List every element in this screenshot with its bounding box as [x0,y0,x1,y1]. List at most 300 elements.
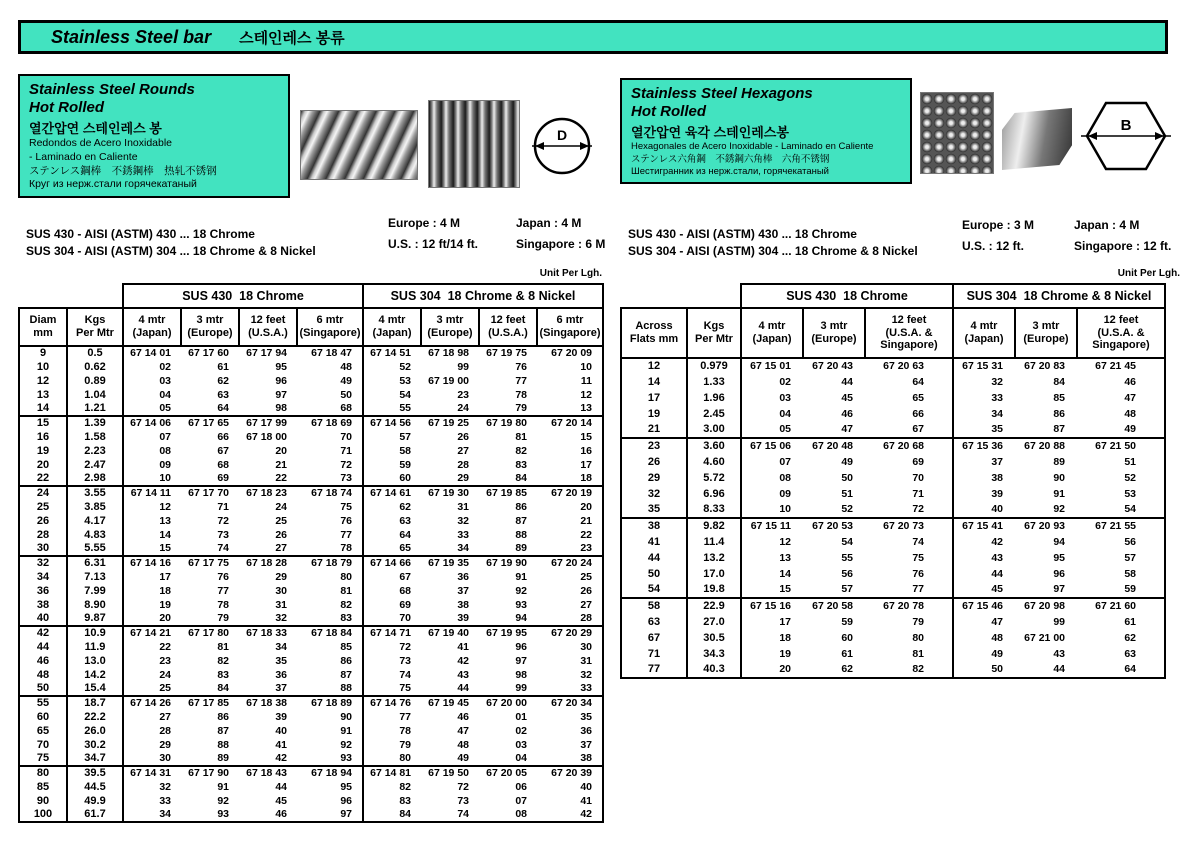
table-row [19,360,603,374]
impa-code-cell: 77 [363,710,421,724]
impa-code-cell: 82 [363,780,421,794]
weight-cell: 1.04 [67,388,123,402]
impa-code-cell: 41 [275,738,287,751]
size-cell: 65 [19,724,67,738]
impa-code-cell: 67 20 98 [1024,600,1065,612]
impa-code-cell: 94 [1053,535,1065,548]
impa-code-cell: 05 [741,422,803,438]
impa-code-cell: 45 [841,391,853,404]
table-row [19,626,603,640]
rounds-photo-bundle [428,100,520,188]
impa-code-cell: 67 18 43 [246,767,287,779]
size-cell: 21 [621,422,687,438]
impa-code-cell: 82 [912,663,924,675]
impa-code-cell: 08 [123,444,181,458]
size-cell: 85 [19,780,67,794]
impa-code-cell: 38 [953,470,1015,486]
impa-code-cell: 67 15 46 [953,598,1015,614]
impa-code-cell: 67 14 31 [123,766,181,780]
impa-code-cell: 77 [515,374,527,387]
impa-code-cell: 67 18 74 [311,487,352,499]
column-header: 6 mtr (Singapore) [537,308,603,346]
impa-code-cell: 47 [457,724,469,737]
impa-code-cell: 67 14 76 [363,696,421,710]
impa-code-cell: 69 [363,598,421,612]
impa-code-cell: 52 [363,360,421,374]
impa-code-cell: 46 [841,407,853,420]
impa-code-cell: 67 17 90 [188,767,229,779]
impa-code-cell: 67 21 50 [1077,438,1165,454]
impa-code-cell: 64 [912,375,924,388]
impa-code-cell: 41 [457,640,469,653]
size-cell: 71 [621,646,687,662]
impa-code-cell: 67 15 41 [953,518,1015,534]
impa-code-cell: 67 19 00 [428,374,469,387]
impa-code-cell: 04 [515,752,527,764]
table-row [19,514,603,528]
hexagons-unit-lengths [962,218,1171,253]
weight-cell: 30.5 [687,630,741,646]
impa-code-cell: 49 [340,374,352,387]
impa-code-cell: 01 [515,710,527,723]
impa-code-cell: 97 [1053,583,1065,595]
hexagons-title-korean: 열간압연 육각 스테인레스봉 [631,125,789,141]
impa-code-cell: 50 [953,662,1015,678]
column-header: 3 mtr (Europe) [1015,308,1077,358]
table-row [19,486,603,500]
impa-code-cell: 81 [340,584,352,597]
impa-code-cell: 80 [363,752,421,766]
table-row [621,454,1165,470]
impa-code-cell: 09 [741,486,803,502]
weight-cell: 13.2 [687,550,741,566]
impa-code-cell: 22 [537,528,603,542]
size-cell: 46 [19,654,67,668]
impa-code-cell: 35 [953,422,1015,438]
rounds-grade-304: SUS 304 - AISI (ASTM) 304 ... 18 Chrome & 8 Nickel [26,244,316,258]
size-group [19,556,603,626]
impa-code-cell: 95 [275,360,287,373]
impa-code-cell: 84 [1053,375,1065,388]
size-cell: 25 [19,500,67,514]
impa-code-cell: 92 [340,738,352,751]
column-header: 4 mtr (Japan) [363,308,421,346]
size-cell: 10 [19,360,67,374]
impa-code-cell: 62 [841,663,853,675]
impa-code-cell: 67 21 00 [1024,631,1065,644]
impa-code-cell: 61 [217,360,229,373]
weight-cell: 11.4 [687,534,741,550]
hexagons-photo-bar [1002,108,1072,170]
across-flats-label: B [1120,117,1132,134]
impa-code-cell: 70 [912,471,924,484]
impa-code-cell: 29 [123,738,181,752]
size-cell: 29 [621,470,687,486]
impa-code-cell: 87 [340,668,352,681]
impa-code-cell: 73 [217,528,229,541]
impa-code-cell: 97 [275,388,287,401]
rounds-unit-japan: Japan : 4 M [516,216,582,230]
size-cell: 40 [19,612,67,626]
size-cell: 28 [19,528,67,542]
across-flats-diagram [1080,92,1172,180]
impa-code-cell: 90 [1053,471,1065,484]
impa-code-cell: 80 [340,570,352,583]
impa-code-cell: 48 [457,738,469,751]
hexagons-unit-japan: Japan : 4 M [1074,218,1140,232]
impa-code-cell: 53 [1077,486,1165,502]
impa-code-cell: 69 [912,455,924,468]
size-cell: 12 [621,358,687,374]
table-row [621,438,1165,454]
hexagons-photo-bundle [920,92,994,174]
impa-code-cell: 07 [741,454,803,470]
table-row [19,584,603,598]
impa-code-cell: 02 [515,724,527,737]
impa-code-cell: 59 [1077,582,1165,598]
column-header: 4 mtr (Japan) [741,308,803,358]
size-cell: 16 [19,430,67,444]
impa-code-cell: 67 20 68 [883,440,924,452]
impa-code-cell: 15 [537,430,603,444]
impa-code-cell: 67 20 19 [537,486,603,500]
size-cell: 35 [621,502,687,518]
impa-code-cell: 67 15 16 [741,598,803,614]
column-header: 3 mtr (Europe) [803,308,865,358]
rounds-unit-singapore: Singapore : 6 M [516,237,606,251]
size-cell: 19 [19,444,67,458]
impa-code-cell: 89 [217,752,229,764]
table-row [621,390,1165,406]
weight-cell: 4.17 [67,514,123,528]
impa-code-cell: 67 19 95 [486,627,527,639]
weight-cell: 0.5 [67,346,123,360]
impa-code-cell: 67 17 80 [188,627,229,639]
impa-code-cell: 58 [363,444,421,458]
impa-code-cell: 64 [217,402,229,414]
column-header: 12 feet (U.S.A.) [239,308,297,346]
weight-cell: 7.13 [67,570,123,584]
impa-code-cell: 97 [515,654,527,667]
size-cell: 75 [19,752,67,766]
table-row [621,422,1165,438]
impa-code-cell: 50 [340,388,352,401]
impa-code-cell: 18 [123,584,181,598]
impa-code-cell: 54 [1077,502,1165,518]
impa-code-cell: 67 20 48 [812,440,853,452]
table-row [19,598,603,612]
impa-code-cell: 59 [841,615,853,628]
impa-code-cell: 08 [741,470,803,486]
weight-cell: 7.99 [67,584,123,598]
impa-code-cell: 67 20 39 [537,766,603,780]
impa-code-cell: 67 [217,444,229,457]
impa-code-cell: 20 [275,444,287,457]
impa-code-cell: 83 [340,612,352,624]
impa-code-cell: 88 [515,528,527,541]
size-cell: 24 [19,486,67,500]
impa-code-cell: 48 [1077,406,1165,422]
impa-code-cell: 96 [1053,567,1065,580]
table-row [621,502,1165,518]
impa-code-cell: 74 [217,542,229,554]
impa-code-cell: 12 [741,534,803,550]
page-title-korean: 스테인레스 봉류 [239,29,345,47]
impa-code-cell: 72 [340,458,352,471]
impa-code-cell: 38 [537,752,603,766]
weight-cell: 19.8 [687,582,741,598]
weight-cell: 1.21 [67,402,123,416]
impa-code-cell: 21 [275,458,287,471]
impa-code-cell: 43 [457,668,469,681]
rounds-info-box [18,74,290,198]
steel-grade-header: SUS 430 18 Chrome [123,284,363,308]
impa-code-cell: 65 [363,542,421,556]
impa-code-cell: 67 20 58 [812,600,853,612]
weight-cell: 2.98 [67,472,123,486]
impa-code-cell: 86 [1053,407,1065,420]
impa-code-cell: 79 [515,402,527,414]
table-row [19,570,603,584]
size-cell: 54 [621,582,687,598]
impa-code-cell: 67 18 89 [311,697,352,709]
impa-code-cell: 75 [912,551,924,564]
impa-code-cell: 67 18 79 [311,557,352,569]
impa-code-cell: 95 [1053,551,1065,564]
impa-code-cell: 13 [123,514,181,528]
impa-code-cell: 30 [537,640,603,654]
impa-code-cell: 28 [457,458,469,471]
impa-code-cell: 36 [537,724,603,738]
impa-code-cell: 91 [340,724,352,737]
weight-cell: 17.0 [687,566,741,582]
impa-code-cell: 78 [515,388,527,401]
impa-code-cell: 59 [363,458,421,472]
impa-code-cell: 67 17 75 [188,557,229,569]
impa-code-cell: 06 [515,780,527,793]
weight-cell: 15.4 [67,682,123,696]
column-header: 4 mtr (Japan) [953,308,1015,358]
size-cell: 32 [19,556,67,570]
impa-code-cell: 16 [537,444,603,458]
weight-cell: 61.7 [67,808,123,822]
impa-code-cell: 93 [340,752,352,764]
weight-cell: 1.96 [687,390,741,406]
column-header: Diam mm [19,308,67,346]
impa-code-cell: 49 [841,455,853,468]
impa-code-cell: 27 [275,542,287,554]
size-cell: 38 [621,518,687,534]
impa-code-cell: 67 20 63 [883,360,924,372]
weight-cell: 4.83 [67,528,123,542]
size-cell: 60 [19,710,67,724]
impa-code-cell: 67 21 60 [1077,598,1165,614]
impa-code-cell: 24 [123,668,181,682]
impa-code-cell: 34 [953,406,1015,422]
hexagons-title-russian: Шестигранник из нерж.стали, горячекатаный [631,166,829,178]
impa-code-cell: 67 20 00 [486,697,527,709]
impa-code-cell: 79 [217,612,229,624]
table-row [19,724,603,738]
impa-code-cell: 18 [537,472,603,486]
impa-code-cell: 35 [537,710,603,724]
table-row [19,738,603,752]
rounds-grade-430: SUS 430 - AISI (ASTM) 430 ... 18 Chrome [26,227,255,241]
impa-code-cell: 71 [912,487,924,500]
impa-code-cell: 67 18 33 [246,627,287,639]
weight-cell: 40.3 [687,662,741,678]
table-row [19,402,603,416]
impa-code-cell: 68 [340,402,352,414]
weight-cell: 3.00 [687,422,741,438]
table-row [19,472,603,486]
table-row [621,470,1165,486]
table-row [621,598,1165,614]
table-row [19,346,603,360]
impa-code-cell: 67 17 85 [188,697,229,709]
impa-code-cell: 67 14 71 [363,626,421,640]
impa-code-cell: 19 [741,646,803,662]
impa-code-cell: 27 [537,598,603,612]
impa-code-cell: 62 [1077,630,1165,646]
impa-code-cell: 15 [741,582,803,598]
impa-code-cell: 29 [457,472,469,484]
impa-code-cell: 34 [275,640,287,653]
weight-cell: 11.9 [67,640,123,654]
impa-code-cell: 67 18 69 [311,417,352,429]
impa-code-cell: 67 20 83 [1024,360,1065,372]
impa-code-cell: 96 [340,794,352,807]
impa-code-cell: 67 14 21 [123,626,181,640]
impa-code-cell: 64 [1077,662,1165,678]
impa-code-cell: 25 [275,514,287,527]
impa-code-cell: 40 [953,502,1015,518]
table-row [19,388,603,402]
impa-code-cell: 45 [275,794,287,807]
size-cell: 30 [19,542,67,556]
steel-grade-header: SUS 304 18 Chrome & 8 Nickel [953,284,1165,308]
column-header: 12 feet (U.S.A.) [479,308,537,346]
impa-code-cell: 86 [515,500,527,513]
table-row [19,780,603,794]
rounds-photo-bars [300,110,418,180]
weight-cell: 18.7 [67,696,123,710]
rounds-title-korean: 열간압연 스테인레스 봉 [29,121,162,137]
impa-code-cell: 10 [537,360,603,374]
impa-code-cell: 99 [457,360,469,373]
size-cell: 77 [621,662,687,678]
impa-code-cell: 33 [123,794,181,808]
impa-code-cell: 79 [912,615,924,628]
impa-code-cell: 32 [275,612,287,624]
impa-code-cell: 88 [340,682,352,694]
size-cell: 44 [621,550,687,566]
impa-code-cell: 11 [537,374,603,388]
impa-code-cell: 24 [275,500,287,513]
impa-code-cell: 46 [275,808,287,820]
impa-code-cell: 86 [217,710,229,723]
impa-code-cell: 56 [1077,534,1165,550]
impa-code-cell: 26 [275,528,287,541]
impa-code-cell: 19 [123,598,181,612]
impa-code-cell: 67 19 40 [428,627,469,639]
weight-cell: 3.60 [687,438,741,454]
impa-code-cell: 67 18 98 [428,347,469,359]
impa-code-cell: 35 [275,654,287,667]
weight-cell: 22.2 [67,710,123,724]
impa-code-cell: 13 [537,402,603,416]
impa-code-cell: 98 [275,402,287,414]
impa-code-cell: 67 20 53 [812,520,853,532]
weight-cell: 39.5 [67,766,123,780]
weight-cell: 5.55 [67,542,123,556]
weight-cell: 6.96 [687,486,741,502]
hexagons-grade-430: SUS 430 - AISI (ASTM) 430 ... 18 Chrome [628,227,857,241]
size-cell: 44 [19,640,67,654]
impa-code-cell: 72 [217,514,229,527]
impa-code-cell: 67 19 90 [486,557,527,569]
size-group [621,518,1165,598]
size-group [621,438,1165,518]
weight-cell: 10.9 [67,626,123,640]
column-header: Kgs Per Mtr [67,308,123,346]
impa-code-cell: 28 [537,612,603,626]
impa-code-cell: 43 [1053,647,1065,660]
impa-code-cell: 83 [515,458,527,471]
weight-cell: 22.9 [687,598,741,614]
impa-code-cell: 32 [123,780,181,794]
rounds-unit-europe: Europe : 4 M [388,216,461,230]
size-group [19,346,603,416]
impa-code-cell: 23 [457,388,469,401]
weight-cell: 8.33 [687,502,741,518]
impa-code-cell: 32 [953,374,1015,390]
impa-code-cell: 48 [340,360,352,373]
rounds-grade-specs [26,226,316,260]
table-row [19,640,603,654]
impa-code-cell: 31 [537,654,603,668]
hexagons-grade-304: SUS 304 - AISI (ASTM) 304 ... 18 Chrome & 8 Nickel [628,244,918,258]
impa-code-cell: 03 [741,390,803,406]
weight-cell: 4.60 [687,454,741,470]
column-header: Across Flats mm [621,308,687,358]
table-row [19,752,603,766]
impa-code-cell: 63 [363,514,421,528]
size-cell: 17 [621,390,687,406]
size-cell: 12 [19,374,67,388]
size-cell: 90 [19,794,67,808]
table-row [621,486,1165,502]
size-cell: 19 [621,406,687,422]
impa-code-cell: 90 [340,710,352,723]
impa-code-cell: 98 [515,668,527,681]
impa-code-cell: 67 20 05 [486,767,527,779]
hexagons-unit-note: Unit Per Lgh. [1117,268,1180,279]
impa-code-cell: 47 [841,423,853,435]
weight-cell: 30.2 [67,738,123,752]
table-row [19,682,603,696]
size-cell: 23 [621,438,687,454]
impa-code-cell: 24 [457,402,469,414]
table-row [19,696,603,710]
impa-code-cell: 93 [515,598,527,611]
impa-code-cell: 28 [123,724,181,738]
impa-code-cell: 42 [537,808,603,822]
impa-code-cell: 30 [123,752,181,766]
impa-code-cell: 33 [537,682,603,696]
impa-code-cell: 55 [841,551,853,564]
table-row [19,556,603,570]
